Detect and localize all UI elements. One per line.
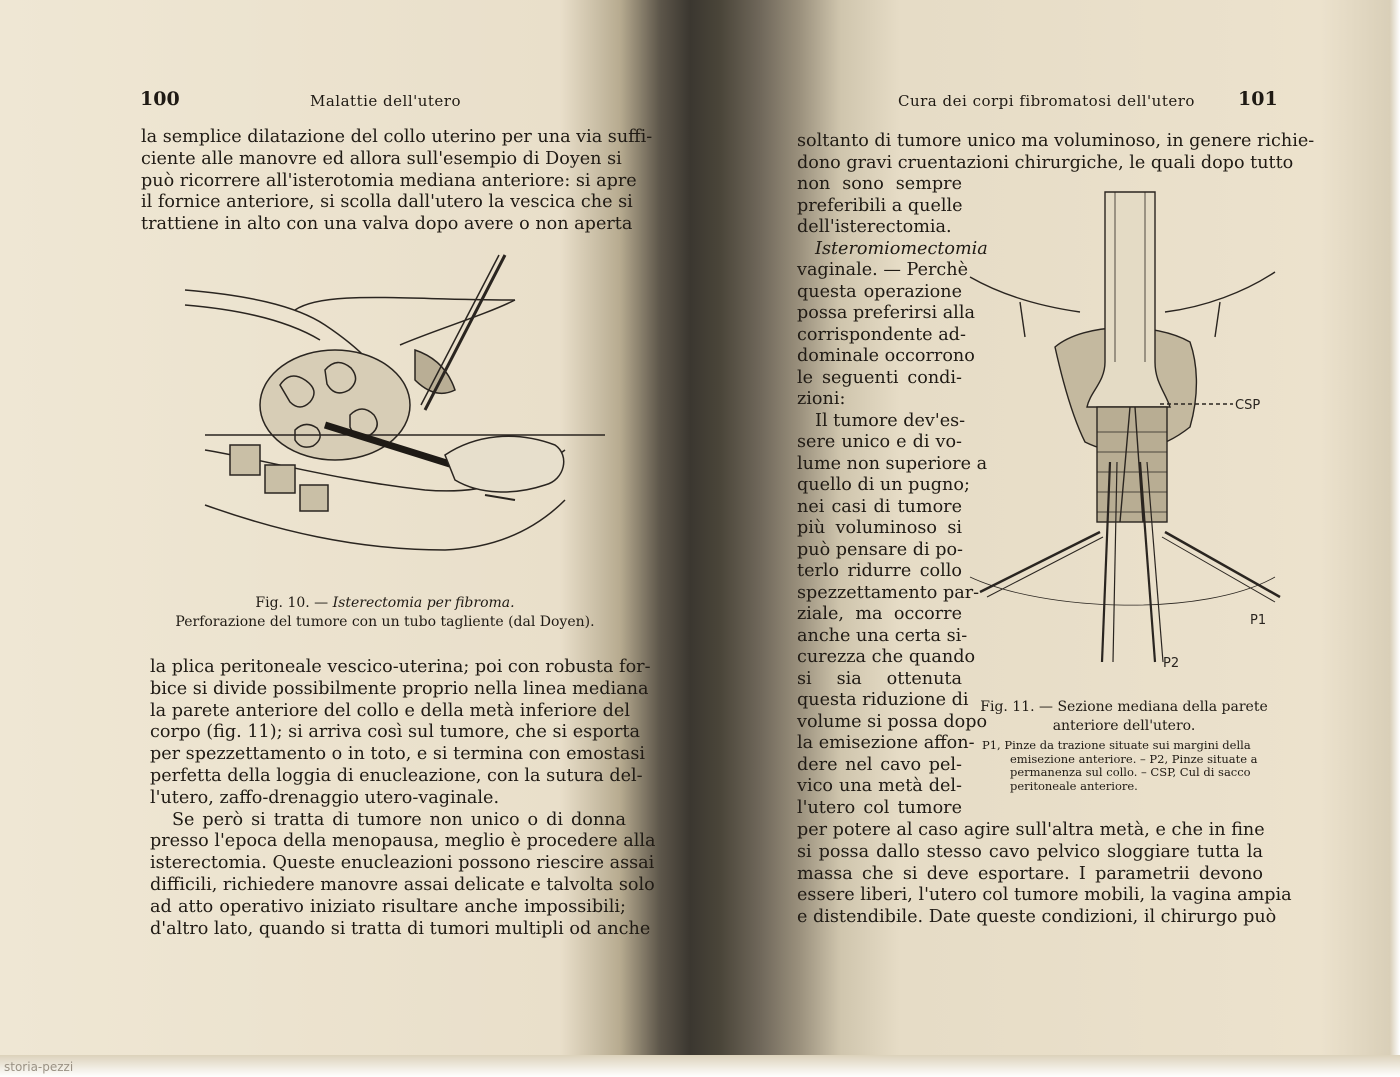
text-line: dono gravi cruentazioni chirurgiche, le quali dopo tutto: [797, 152, 1294, 173]
figure-11-caption: [978, 698, 1270, 736]
text-line: corrispondente ad-: [797, 324, 966, 345]
left-page-number: 100: [140, 88, 180, 110]
right-top-lines: [797, 131, 1315, 175]
text-line: quello di un pugno;: [797, 475, 970, 495]
text-line: dominale occorrono: [797, 346, 975, 366]
text-line: Il tumore dev'es-: [815, 410, 966, 431]
left-top-paragraph: [141, 127, 653, 236]
text-line: isterectomia. Queste enucleazioni possono riescire assai: [150, 853, 655, 874]
text-line: la plica peritoneale vescico-uterina; poi con robusta for-: [150, 657, 651, 677]
text-line: può pensare di po-: [797, 539, 963, 560]
text-line: per potere al caso agire sull'altra metà, e che in fine: [797, 820, 1265, 840]
text-line: terlo ridurre collo: [797, 561, 962, 581]
text-line: ad atto operativo iniziato risultare anche impossibili;: [150, 896, 626, 917]
text-line: d'altro lato, quando si tratta di tumori multipli od anche: [150, 918, 651, 939]
figure-11-label-csp: CSP: [1235, 398, 1261, 413]
text-line: bice si divide possibilmente proprio nella linea mediana: [150, 678, 649, 699]
text-line: per spezzettamento o in toto, e si termina con emostasi: [150, 744, 646, 765]
text-line: ziale, ma occorre: [797, 604, 962, 624]
text-line: la parete anteriore del collo e della metà inferiore del: [150, 700, 630, 721]
text-line: preferibili a quelle: [797, 195, 963, 216]
figure-11-label-p2: P2: [1163, 656, 1180, 671]
legend-line: peritoneale anteriore.: [1010, 778, 1138, 793]
legend-line: permanenza sul collo. – CSP, Cul di sacco: [1010, 765, 1251, 779]
text-line: difficili, richiedere manovre assai delicate e talvolta solo: [150, 874, 655, 895]
figure-11-caption-line: Fig. 11. — Sezione mediana della parete: [980, 699, 1268, 715]
text-line: la semplice dilatazione del collo uterino per una via suffi-: [141, 127, 653, 147]
text-line: perfetta della loggia di enucleazione, con la sutura del-: [150, 765, 643, 786]
right-bottom-paragraph: [797, 820, 1292, 929]
figure-11-legend: [982, 739, 1267, 793]
text-line: vaginale. — Perchè: [797, 260, 969, 280]
text-line: trattiene in alto con una valva dopo avere o non aperta: [141, 214, 633, 235]
text-line: si possa dallo stesso cavo pelvico sloggiare tutta la: [797, 841, 1263, 862]
text-line: massa che si deve esportare. I parametrii devono: [797, 863, 1263, 884]
watermark: storia-pezzi: [4, 1060, 74, 1074]
text-line: curezza che quando: [797, 647, 976, 667]
text-line: dere nel cavo pel-: [797, 754, 962, 775]
text-line: volume si possa dopo: [797, 711, 988, 732]
figure-10-description: Perforazione del tumore con un tubo tagliente (dal Doyen).: [175, 614, 595, 630]
text-line: l'utero, zaffo-drenaggio utero-vaginale.: [150, 787, 500, 808]
text-line: spezzettamento par-: [797, 582, 980, 603]
text-line: anche una certa si-: [797, 625, 968, 646]
text-line: soltanto di tumore unico ma voluminoso, in genere richie-: [797, 131, 1315, 151]
text-line: zioni:: [797, 389, 846, 409]
text-line: le seguenti condi-: [797, 367, 962, 388]
text-line: essere liberi, l'utero col tumore mobili, la vagina ampia: [797, 885, 1292, 906]
text-line: corpo (fig. 11); si arriva così sul tumore, che si esporta: [150, 722, 640, 743]
text-line: vico una metà del-: [797, 776, 962, 796]
text-line: non sono sempre: [797, 174, 962, 194]
text-line: Se però si tratta di tumore non unico o di donna: [172, 809, 626, 830]
text-line: l'utero col tumore: [797, 797, 962, 818]
text-line: sere unico e di vo-: [797, 432, 962, 452]
legend-line: P1, Pinze da trazione situate sui margini della: [982, 738, 1251, 752]
text-line: più voluminoso si: [797, 518, 962, 538]
right-page-number: 101: [1238, 88, 1278, 110]
text-line: dell'isterectomia.: [797, 217, 952, 237]
text-line: può ricorrere all'isterotomia mediana anteriore: si apre: [141, 170, 637, 191]
text-line: la emisezione affon-: [797, 733, 975, 753]
figure-11-illustration: [965, 192, 1280, 680]
right-running-head: Cura dei corpi fibromatosi dell'utero: [898, 92, 1195, 110]
text-line: questa riduzione di: [797, 690, 969, 710]
text-line: il fornice anteriore, si scolla dall'utero la vescica che si: [141, 192, 633, 213]
page-bottom-edge: [0, 1055, 1400, 1077]
left-bottom-paragraph: [150, 657, 656, 940]
text-line: presso l'epoca della menopausa, meglio è procedere alla: [150, 831, 656, 852]
right-column-text: [797, 174, 988, 819]
text-line: ciente alle manovre ed allora sull'esempio di Doyen si: [141, 148, 622, 169]
text-line: nei casi di tumore: [797, 496, 962, 517]
left-running-head: Malattie dell'utero: [310, 92, 462, 110]
text-line: lume non superiore a: [797, 453, 988, 474]
figure-10-illustration: [185, 250, 605, 580]
figure-10-title: Isterectomia per fibroma.: [332, 595, 515, 611]
section-heading: Isteromiomectomia: [815, 238, 988, 259]
text-line: e distendibile. Date queste condizioni, il chirurgo può: [797, 907, 1277, 928]
figure-10-label: Fig. 10. —: [255, 595, 329, 611]
figure-10-caption: [150, 594, 620, 632]
text-line: si sia ottenuta: [797, 668, 962, 689]
legend-line: emisezione anteriore. – P2, Pinze situate a: [1010, 751, 1258, 766]
figure-11-label-p1: P1: [1250, 613, 1267, 628]
text-line: possa preferirsi alla: [797, 303, 975, 323]
figure-11-caption-line: anteriore dell'utero.: [1052, 718, 1196, 734]
text-line: questa operazione: [797, 281, 962, 302]
